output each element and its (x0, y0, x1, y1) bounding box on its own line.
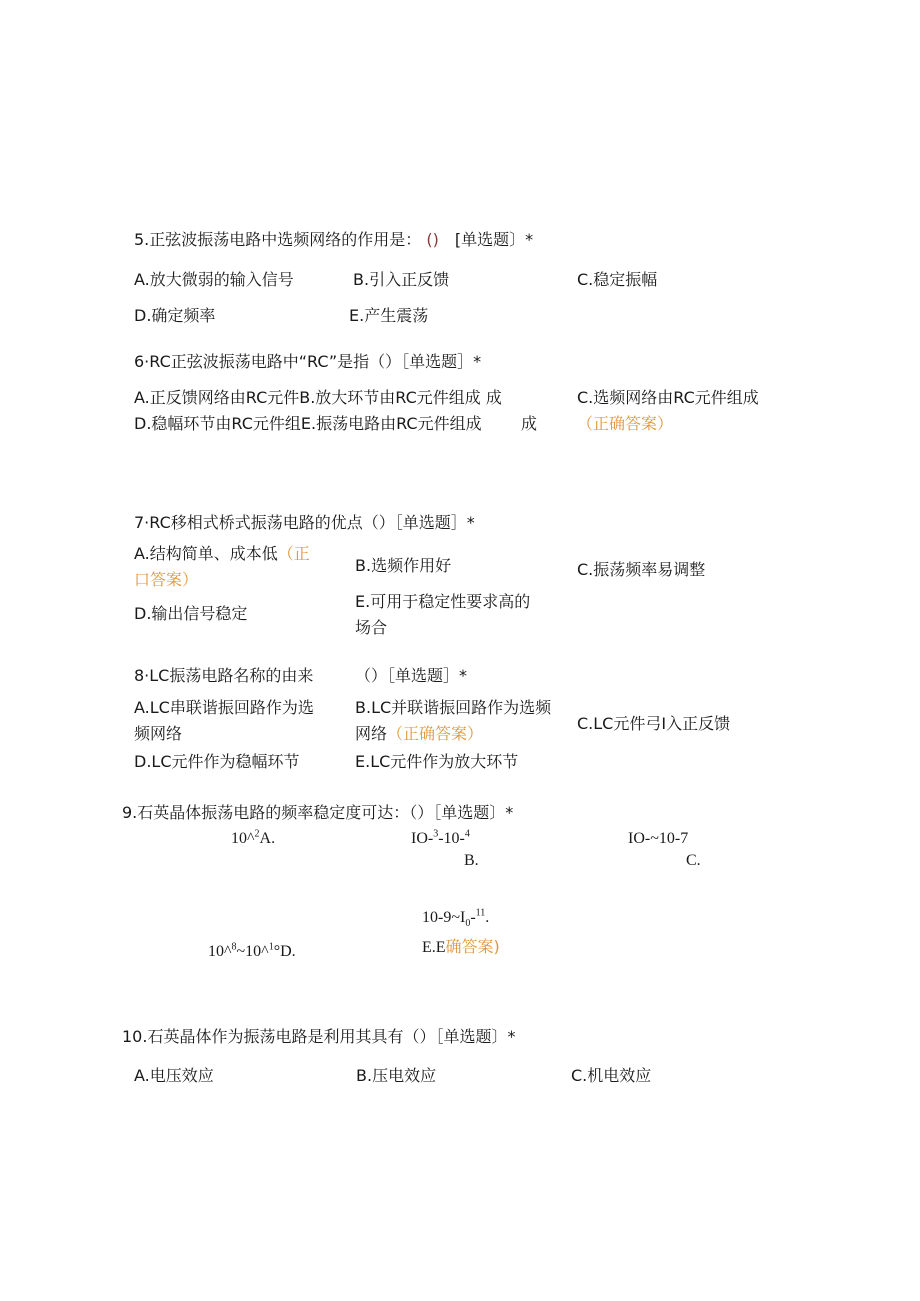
q6-option-c[interactable]: C.选频网络由RC元件组成 (577, 388, 759, 407)
q9-option-e-sub: 0 (465, 918, 471, 930)
q9-option-e-mid: - (470, 909, 476, 926)
q8-title: 8·LC振荡电路名称的由来 (134, 666, 314, 685)
q9-option-b-exp1: 3 (433, 828, 439, 840)
q9-option-e-post: . (485, 909, 490, 926)
q6-option-row2[interactable]: D.稳幅环节由RC元件组E.振荡电路由RC元件组成 (134, 414, 482, 433)
q8-option-a[interactable]: A.LC串联谐振回路作为选 (134, 698, 314, 717)
q7-option-a-text: A.结构简单、成本低 (134, 544, 278, 563)
q8-option-b[interactable]: B.LC并联谐振回路作为选频 (355, 698, 552, 717)
q9-option-d-exp1: 8 (231, 941, 237, 953)
q9-option-d-exp2: 1 (268, 941, 274, 953)
q8-option-b-line2-text: 网络 (355, 724, 388, 743)
q8-option-d[interactable]: D.LC元件作为稳幅环节 (134, 752, 300, 771)
q8-correct-answer-label: （正确答案） (387, 724, 484, 743)
q5-option-b[interactable]: B.引入正反馈 (353, 270, 450, 289)
q10-option-a[interactable]: A.电压效应 (134, 1066, 214, 1085)
q10-option-b[interactable]: B.压电效应 (356, 1066, 437, 1085)
q8-option-e[interactable]: E.LC元件作为放大环节 (355, 752, 519, 771)
q5-title-paren: () (426, 230, 439, 249)
q9-option-e[interactable] (422, 908, 489, 928)
q5-title (134, 230, 533, 250)
q7-option-e-line2: 场合 (355, 618, 388, 637)
q5-option-c[interactable]: C.稳定振幅 (577, 270, 658, 289)
q7-option-b[interactable]: B.选频作用好 (355, 556, 452, 575)
q9-title: 9.石英晶体振荡电路的频率稳定度可达：（）［单选题〕* (122, 803, 514, 822)
q9-option-d[interactable] (208, 942, 296, 962)
q9-option-b-mid: -10- (438, 830, 465, 847)
q9-option-b-label: B. (464, 852, 479, 869)
q5-option-e[interactable]: E.产生震荡 (349, 306, 429, 325)
q5-title-tag: [单选题〕* (454, 230, 534, 249)
q7-option-c[interactable]: C.振荡频率易调整 (577, 560, 706, 579)
q9-option-e-letter: E.E (422, 939, 446, 956)
q9-option-b-pre: IO- (411, 830, 434, 847)
q7-title: 7·RC移相式桥式振荡电路的优点（）［单选题］* (134, 513, 475, 532)
q5-option-a[interactable]: A.放大微弱的输入信号 (134, 270, 294, 289)
q6-title: 6·RC正弦波振荡电路中“RC”是指（）［单选题］* (134, 352, 482, 371)
q9-option-a-exp: 2 (254, 828, 260, 840)
q7-option-a[interactable] (134, 544, 310, 564)
q6-correct-answer-label: （正确答案） (577, 414, 674, 433)
q6-option-row1[interactable]: A.正反馈网络由RC元件B.放大环节由RC元件组成 成 (134, 388, 502, 407)
q9-option-d-mid: ~10^ (236, 943, 269, 960)
q7-option-e[interactable]: E.可用于稳定性要求高的 (355, 592, 531, 611)
q8-title-tag: （）［单选题］* (355, 666, 468, 685)
q7-correct-answer-label-2: 口答案） (134, 570, 199, 589)
q9-option-e-exp: 11 (475, 907, 486, 919)
q8-option-a-line2: 频网络 (134, 724, 183, 743)
q10-option-c[interactable]: C.机电效应 (571, 1066, 652, 1085)
q9-option-a-label: A. (259, 830, 276, 847)
q9-option-d-label: °D. (273, 943, 296, 960)
q8-option-c[interactable]: C.LC元件弓I入正反馈 (577, 714, 731, 733)
q5-title-text: 5.正弦波振荡电路中选频网络的作用是： (134, 230, 422, 249)
q9-correct-answer-label: 确答案) (445, 937, 500, 956)
q8-option-b-line2 (355, 724, 483, 744)
q9-option-e-pre: 10-9~I (422, 909, 466, 926)
q9-option-c[interactable]: IO-~10-7 (628, 830, 689, 847)
q7-option-d[interactable]: D.输出信号稳定 (134, 604, 248, 623)
q9-option-b[interactable] (411, 829, 470, 849)
q9-option-a[interactable] (231, 829, 275, 849)
q9-option-c-label: C. (686, 852, 701, 869)
q7-correct-answer-label-1: （正 (277, 544, 310, 563)
q5-option-d[interactable]: D.确定频率 (134, 306, 216, 325)
q10-title: 10.石英晶体作为振荡电路是利用其具有（）［单选题〕* (122, 1027, 516, 1046)
q9-option-a-pre: 10^ (231, 830, 255, 847)
q6-option-row2-tail: 成 (521, 414, 538, 433)
q9-option-e-label (422, 937, 500, 958)
q9-option-b-exp2: 4 (464, 828, 470, 840)
q9-option-d-pre: 10^ (208, 943, 232, 960)
